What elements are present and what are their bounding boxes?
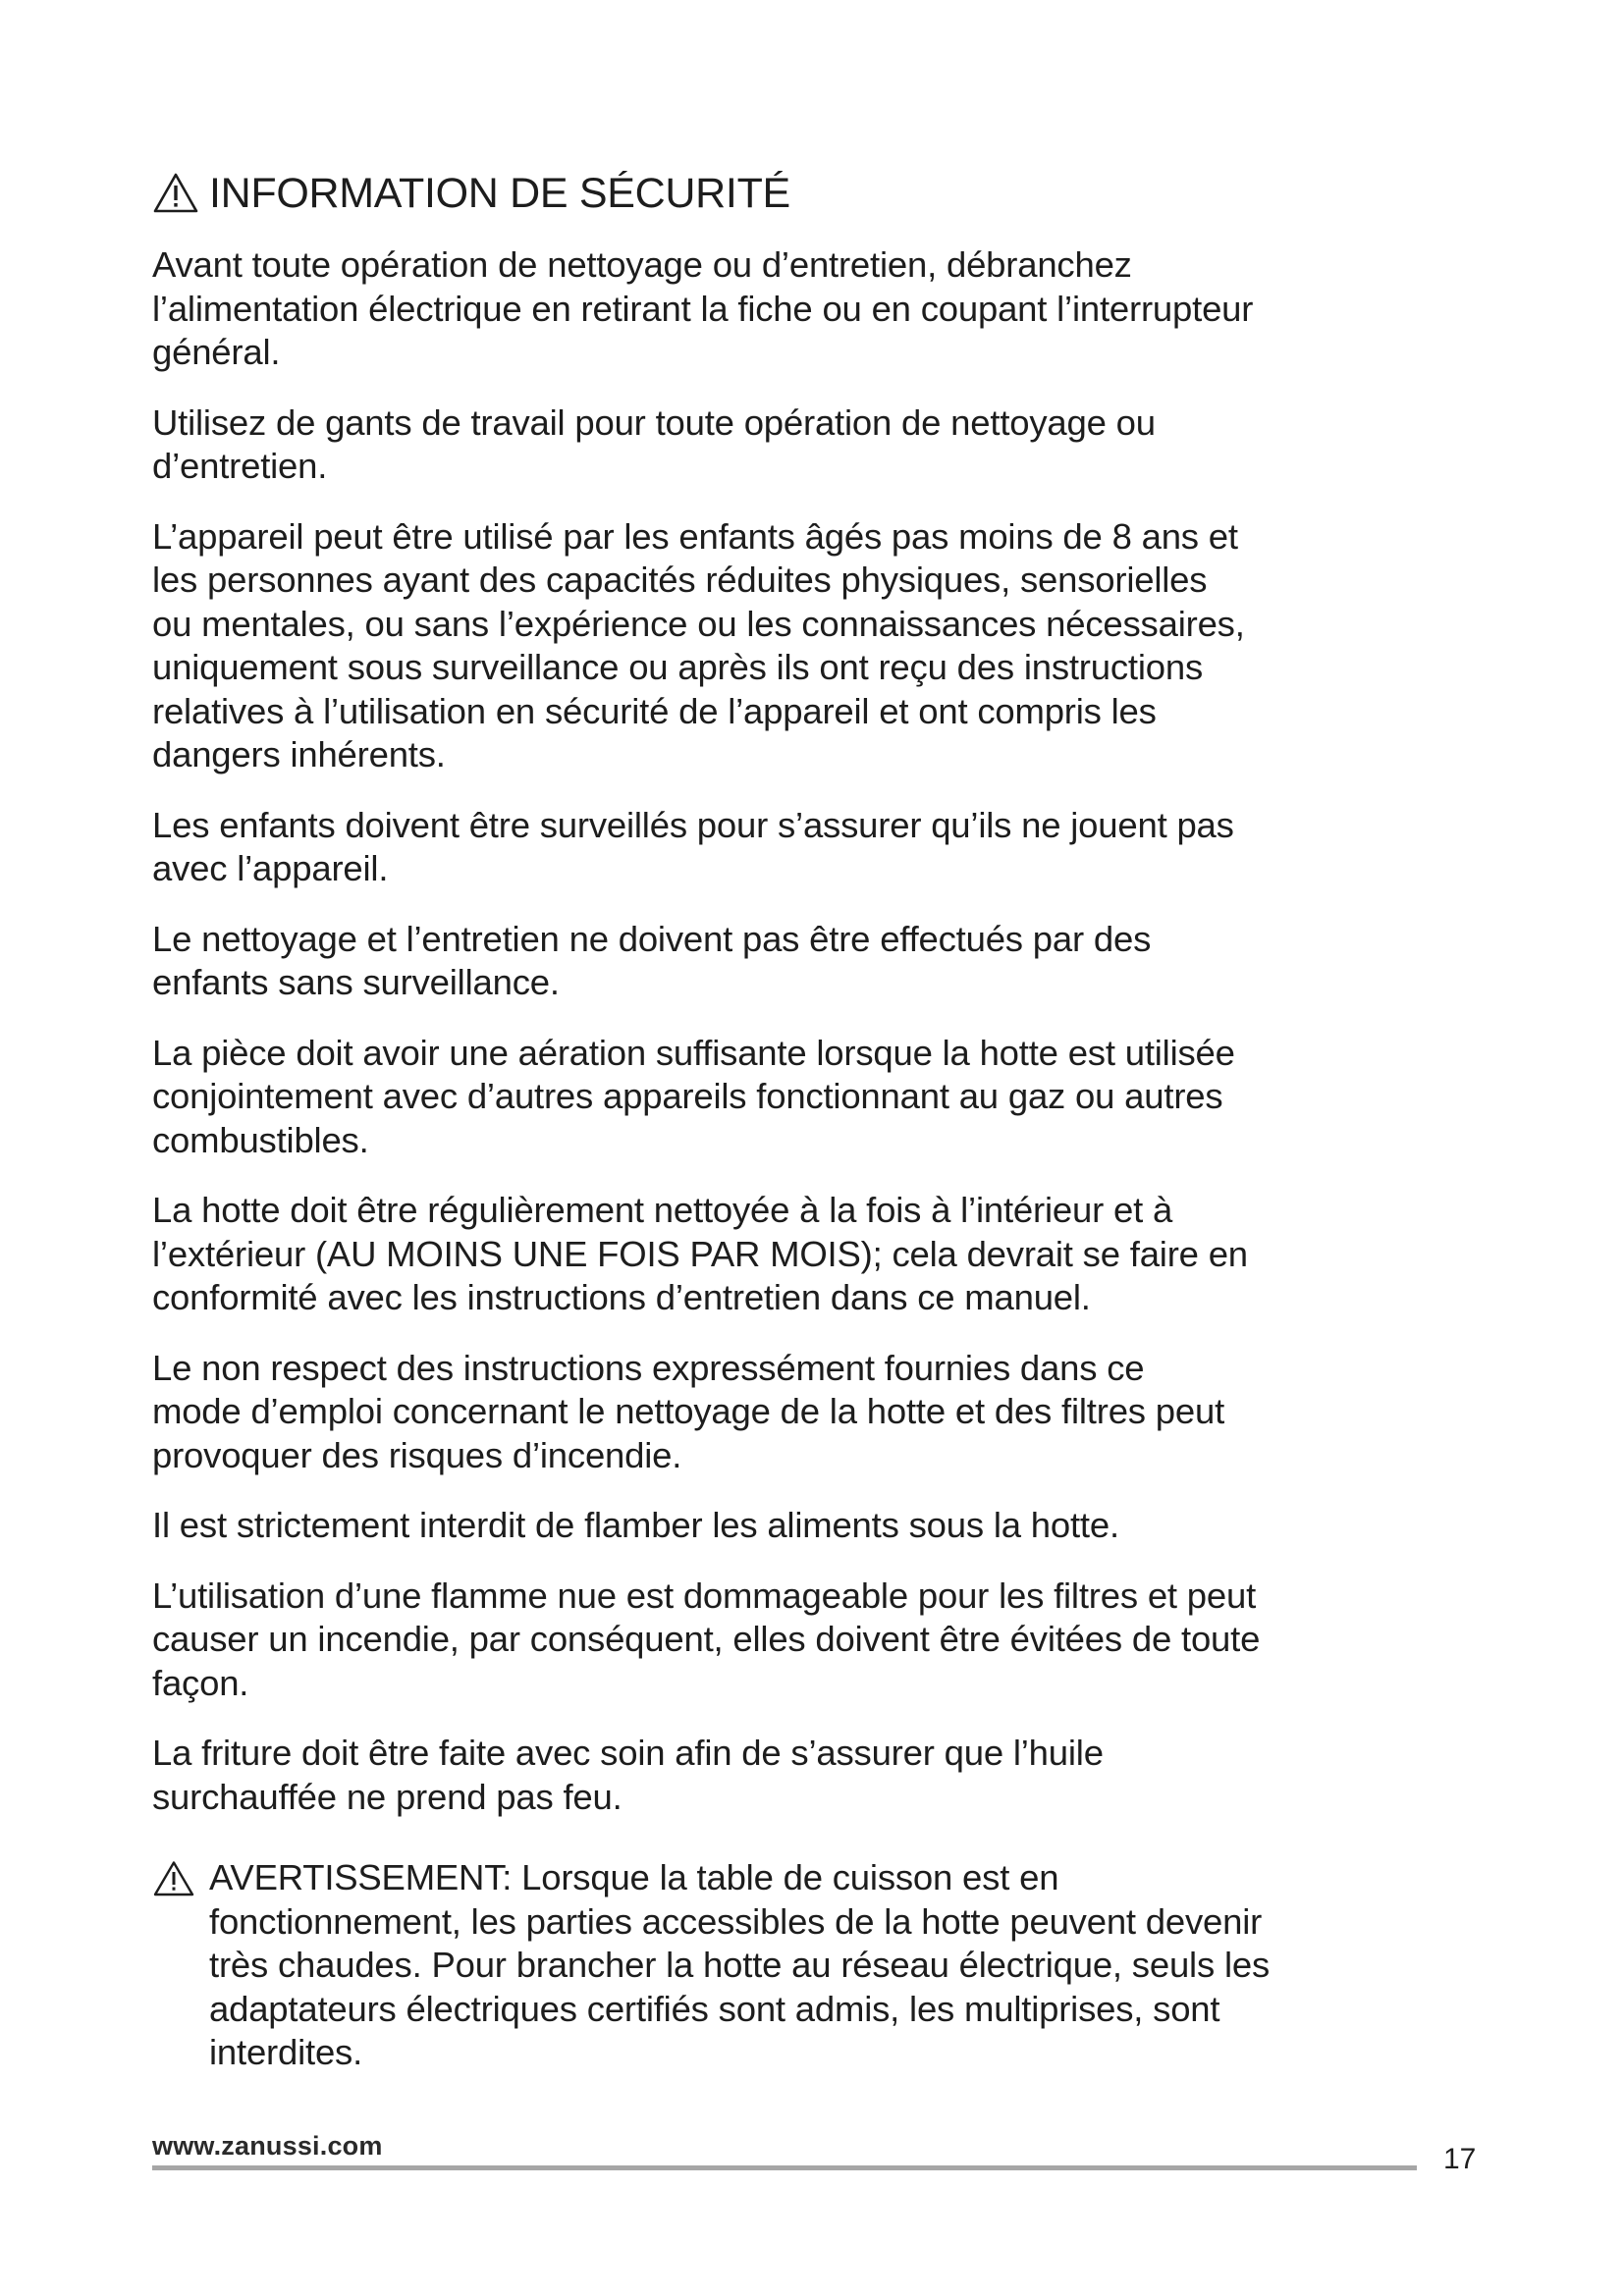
warning-line: très chaudes. Pour brancher la hotte au réseau électrique, seuls les [209, 1945, 1271, 1985]
paragraph-line: d’entretien. [152, 446, 328, 486]
paragraph-ventilation [152, 1032, 1468, 1163]
paragraph-line: enfants sans surveillance. [152, 962, 560, 1002]
paragraph-line: L’appareil peut être utilisé par les enfants âgés pas moins de 8 ans et [152, 515, 1238, 557]
safety-section [152, 165, 1468, 2075]
paragraph-line: Utilisez de gants de travail pour toute opération de nettoyage ou [152, 401, 1156, 443]
paragraph-open-flame [152, 1575, 1468, 1706]
paragraph-line: Les enfants doivent être surveillés pour s’assurer qu’ils ne jouent pas [152, 804, 1234, 845]
paragraph-line: dangers inhérents. [152, 734, 446, 774]
paragraph-regular-cleaning [152, 1189, 1468, 1320]
warning-triangle-icon [152, 172, 199, 215]
website-link[interactable]: www.zanussi.com [152, 2131, 383, 2161]
paragraph-line: La pièce doit avoir une aération suffisante lorsque la hotte est utilisée [152, 1032, 1235, 1073]
warning-notice [152, 1856, 1468, 2075]
paragraph-line: conjointement avec d’autres appareils fonctionnant au gaz ou autres [152, 1076, 1223, 1116]
paragraph-line: ou mentales, ou sans l’expérience ou les connaissances nécessaires, [152, 603, 1245, 644]
paragraph-line: l’alimentation électrique en retirant la fiche ou en coupant l’interrupteur [152, 288, 1254, 329]
paragraph-line: La hotte doit être régulièrement nettoyée à la fois à l’intérieur et à [152, 1190, 1173, 1230]
paragraph-gloves [152, 401, 1468, 489]
warning-line: AVERTISSEMENT: Lorsque la table de cuisson est en [209, 1857, 1059, 1897]
paragraph-frying [152, 1732, 1468, 1819]
paragraph-line: façon. [152, 1662, 249, 1703]
footer-divider [152, 2165, 1417, 2170]
paragraph-no-flambe [152, 1504, 1468, 1548]
paragraph-cleaning-by-children [152, 918, 1468, 1005]
warning-line: fonctionnement, les parties accessibles de la hotte peuvent devenir [209, 1900, 1263, 1942]
paragraph-fire-risk [152, 1347, 1468, 1478]
paragraph-line: La friture doit être faite avec soin afin de s’assurer que l’huile [152, 1733, 1104, 1773]
paragraph-line: conformité avec les instructions d’entretien dans ce manuel. [152, 1277, 1091, 1317]
paragraph-line: Avant toute opération de nettoyage ou d’entretien, débranchez [152, 244, 1132, 285]
paragraph-line: uniquement sous surveillance ou après ils ont reçu des instructions [152, 647, 1204, 687]
paragraph-line: combustibles. [152, 1119, 369, 1160]
warning-triangle-icon [152, 1860, 195, 1897]
section-title: INFORMATION DE SÉCURITÉ [209, 170, 790, 217]
paragraph-line: les personnes ayant des capacités réduites physiques, sensorielles [152, 560, 1208, 600]
paragraph-line: mode d’emploi concernant le nettoyage de la hotte et des filtres peut [152, 1391, 1225, 1431]
paragraph-line: surchauffée ne prend pas feu. [152, 1776, 623, 1817]
paragraph-line: Il est strictement interdit de flamber les aliments sous la hotte. [152, 1505, 1119, 1545]
paragraph-line: L’utilisation d’une flamme nue est dommageable pour les filtres et peut [152, 1575, 1257, 1616]
paragraph-line: avec l’appareil. [152, 848, 389, 888]
paragraph-line: relatives à l’utilisation en sécurité de l’appareil et ont compris les [152, 690, 1157, 731]
paragraph-line: provoquer des risques d’incendie. [152, 1434, 682, 1475]
paragraph-list [152, 243, 1468, 1819]
warning-line: adaptateurs électriques certifiés sont admis, les multiprises, sont [209, 1988, 1220, 2029]
paragraph-children-supervision [152, 804, 1468, 891]
warning-line: interdites. [209, 2032, 363, 2072]
page-number: 17 [1443, 2143, 1477, 2175]
paragraph-children-use [152, 515, 1468, 777]
section-heading [152, 165, 1468, 222]
paragraph-line: causer un incendie, par conséquent, elles doivent être évitées de toute [152, 1619, 1261, 1659]
paragraph-line: Le non respect des instructions expressément fournies dans ce [152, 1347, 1145, 1388]
paragraph-line: Le nettoyage et l’entretien ne doivent pas être effectués par des [152, 918, 1152, 959]
paragraph-line: général. [152, 332, 281, 372]
paragraph-line: l’extérieur (AU MOINS UNE FOIS PAR MOIS); cela devrait se faire en [152, 1233, 1248, 1274]
paragraph-disconnect-power [152, 243, 1468, 375]
